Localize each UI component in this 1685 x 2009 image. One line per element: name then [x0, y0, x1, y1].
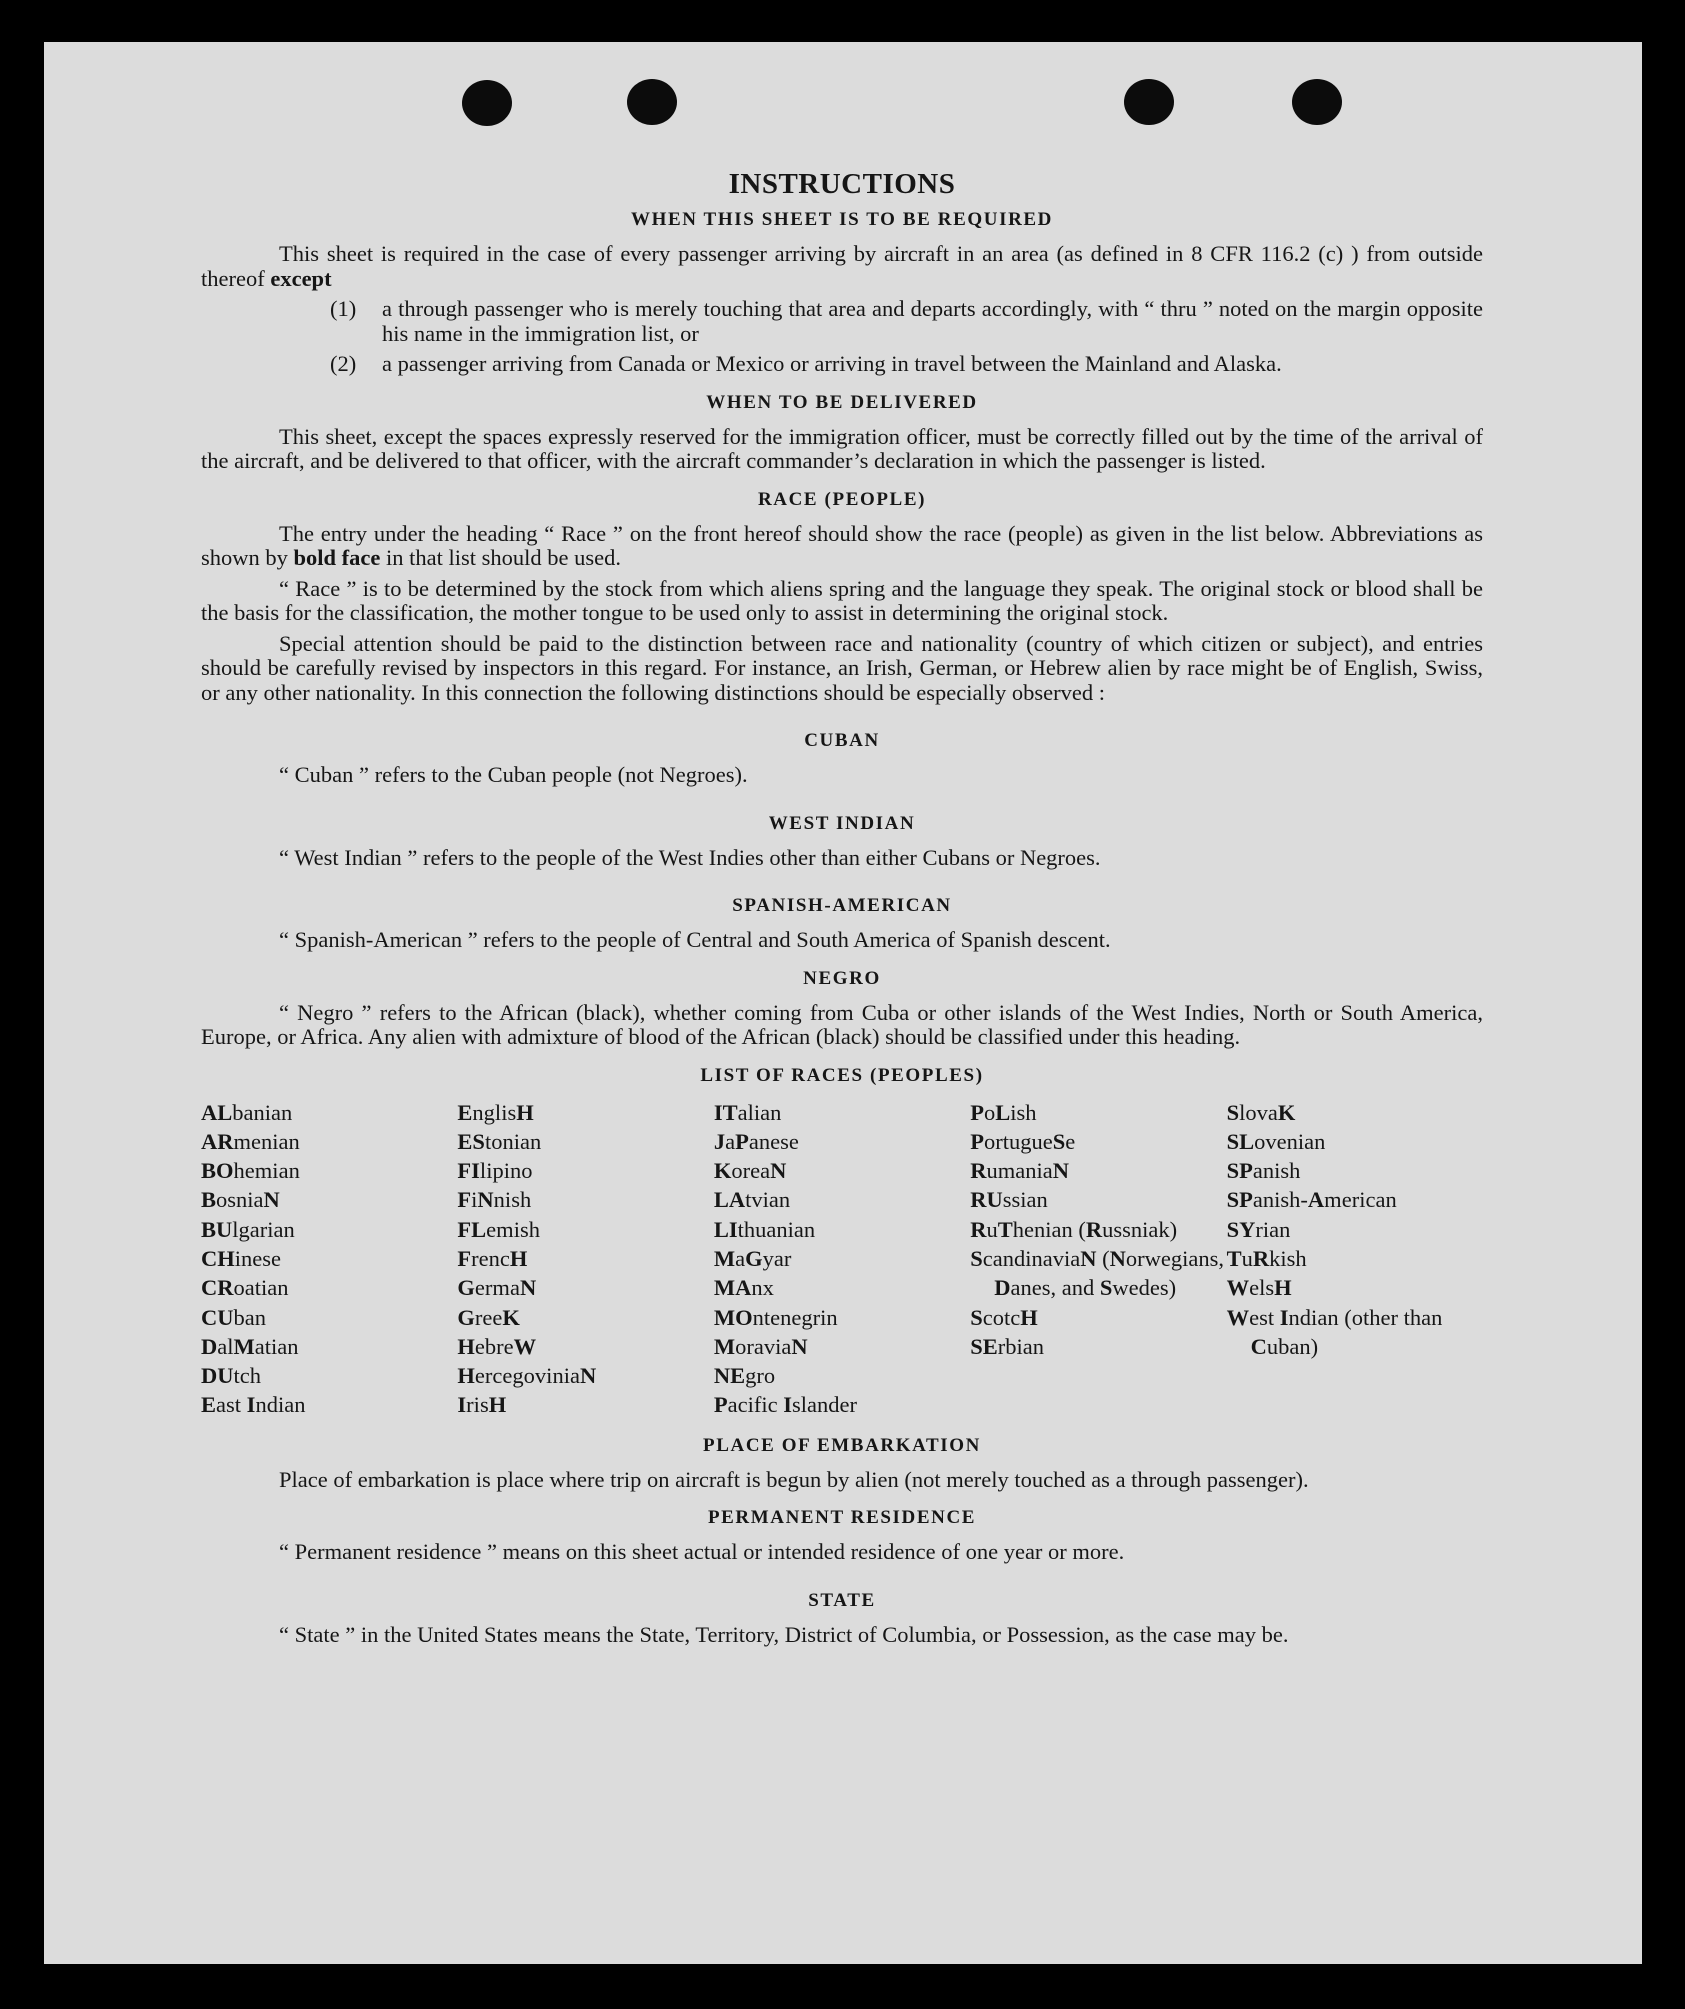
- paragraph: [201, 242, 1483, 291]
- race-entry: FiNnish: [457, 1187, 532, 1213]
- paragraph-text: in that list should be used.: [386, 545, 622, 570]
- paragraph: Special attention should be paid to the distinction between race and nationality (country of which citizen or subject), and entries should be carefully revised by inspectors in this regard. For instance, an Irish, German, or Hebrew alien by race might be of English, Swiss, or any other nationality. In this connection the following distinctions should be especially observed :: [201, 630, 1483, 705]
- race-entry: CHinese: [201, 1245, 282, 1271]
- race-entry: West Indian (other than Cuban): [1226, 1304, 1443, 1359]
- race-entry: WelsH: [1226, 1275, 1292, 1301]
- section-heading: PERMANENT RESIDENCE: [707, 1507, 977, 1529]
- paragraph: “ Permanent residence ” means on this sheet actual or intended residence of one year or more.: [279, 1539, 1125, 1565]
- section-heading: STATE: [808, 1589, 876, 1611]
- race-entry: SPanish: [1226, 1158, 1301, 1184]
- race-entry: SLovenian: [1226, 1128, 1326, 1154]
- paragraph: “ Cuban ” refers to the Cuban people (not Negroes).: [279, 762, 748, 787]
- race-entry: MaGyar: [713, 1245, 792, 1271]
- punch-hole: [1292, 79, 1342, 125]
- item-number: (2): [330, 351, 357, 376]
- race-entry: TuRkish: [1226, 1245, 1307, 1271]
- paragraph-text: The entry under the heading “ Race ” on the front hereof should show the race (people) as given in the list below. Abbreviations as shown by: [201, 520, 1483, 570]
- paragraph: “ State ” in the United States means the State, Territory, District of Columbia, or Possession, as the case may be.: [279, 1621, 1289, 1647]
- section-heading: CUBAN: [804, 730, 880, 751]
- race-entry: LAtvian: [713, 1187, 791, 1213]
- list-item: [330, 296, 1483, 346]
- race-entry: SYrian: [1226, 1216, 1291, 1242]
- race-entry: EStonian: [457, 1128, 542, 1154]
- paragraph: Place of embarkation is place where trip on aircraft is begun by alien (not merely touched as a through passenger).: [279, 1466, 1309, 1492]
- race-entry: MoraviaN: [713, 1333, 808, 1359]
- race-entry: PortugueSe: [970, 1128, 1076, 1154]
- race-entry: MOntenegrin: [713, 1304, 838, 1330]
- section-heading: PLACE OF EMBARKATION: [703, 1434, 981, 1456]
- race-entry: BUlgarian: [201, 1216, 295, 1242]
- section-heading: RACE (PEOPLE): [757, 488, 927, 510]
- race-entry: FrencH: [457, 1245, 528, 1271]
- race-entry: CRoatian: [201, 1275, 289, 1301]
- paragraph: “ Negro ” refers to the African (black), whether coming from Cuba or other islands of the West Indies, North or South America, Europe, or Africa. Any alien with admixture of blood of the African (black) should be classified under this heading.: [201, 999, 1483, 1049]
- race-entry: KoreaN: [713, 1158, 787, 1184]
- section-heading: NEGRO: [803, 967, 881, 989]
- punch-hole: [1124, 79, 1174, 125]
- race-entry: DalMatian: [201, 1333, 299, 1359]
- section-heading: WEST INDIAN: [768, 812, 916, 834]
- race-list: [201, 1098, 1483, 1420]
- race-entry: HercegoviniaN: [457, 1363, 597, 1389]
- race-entry: Pacific Islander: [713, 1392, 858, 1418]
- punch-hole: [462, 80, 512, 126]
- race-entry: HebreW: [457, 1333, 537, 1359]
- race-column: [1227, 1098, 1483, 1420]
- race-entry: SlovaK: [1226, 1099, 1296, 1125]
- paragraph: “ Race ” is to be determined by the stock from which aliens spring and the language they speak. The original stock or blood shall be the basis for the classification, the mother tongue to be used only to assist in determining the original stock.: [201, 575, 1483, 625]
- race-entry: SErbian: [970, 1333, 1045, 1359]
- section-heading: SPANISH-AMERICAN: [732, 895, 952, 916]
- race-entry: GermaN: [457, 1275, 537, 1301]
- race-entry: PoLish: [970, 1099, 1037, 1125]
- race-entry: ALbanian: [201, 1099, 293, 1125]
- race-entry: EnglisH: [457, 1099, 534, 1125]
- paragraph-text: This sheet is required in the case of every passenger arriving by aircraft in an area (as defined in 8 CFR 116.2 (c) ) from outside thereof: [201, 241, 1483, 291]
- section-heading: LIST OF RACES (PEOPLES): [700, 1064, 984, 1086]
- page-title: INSTRUCTIONS: [728, 168, 956, 200]
- race-entry: MAnx: [713, 1275, 774, 1301]
- race-column: [457, 1098, 713, 1420]
- race-entry: JaPanese: [713, 1128, 799, 1154]
- race-column: [970, 1098, 1226, 1420]
- race-entry: RuThenian (Russniak): [970, 1216, 1178, 1242]
- list-item: [330, 351, 1483, 377]
- paragraph: [201, 522, 1483, 571]
- race-entry: CUban: [201, 1304, 266, 1330]
- race-entry: ITalian: [713, 1099, 782, 1125]
- race-entry: BOhemian: [201, 1158, 300, 1184]
- race-column: [201, 1098, 457, 1420]
- item-text: a passenger arriving from Canada or Mexico or arriving in travel between the Mainland and Alaska.: [382, 351, 1282, 376]
- instructions-content: [201, 166, 1483, 1647]
- paragraph: This sheet, except the spaces expressly reserved for the immigration officer, must be correctly filled out by the time of the arrival of the aircraft, and be delivered to that officer, with the aircraft commander’s declaration in which the passenger is listed.: [201, 423, 1483, 473]
- race-column: [714, 1098, 970, 1420]
- race-entry: GreeK: [457, 1304, 520, 1330]
- race-entry: East Indian: [201, 1392, 306, 1418]
- race-entry: NEgro: [713, 1363, 776, 1389]
- race-entry: LIthuanian: [713, 1216, 816, 1242]
- paragraph: “ West Indian ” refers to the people of the West Indies other than either Cubans or Negroes.: [279, 844, 1101, 870]
- race-entry: DUtch: [201, 1363, 262, 1389]
- race-entry: FIlipino: [457, 1158, 533, 1184]
- race-entry: IrisH: [457, 1392, 507, 1418]
- race-entry: BosniaN: [201, 1187, 280, 1213]
- punch-hole: [627, 79, 677, 125]
- race-entry: SPanish-American: [1226, 1187, 1397, 1213]
- paragraph-bold-text: bold face: [293, 545, 381, 570]
- race-entry: FLemish: [457, 1216, 540, 1242]
- item-number: (1): [330, 296, 357, 321]
- section-heading: WHEN TO BE DELIVERED: [706, 391, 978, 413]
- paragraph-bold-text: except: [270, 265, 332, 291]
- paragraph: “ Spanish-American ” refers to the people of Central and South America of Spanish descent.: [279, 927, 1111, 952]
- race-entry: RUssian: [970, 1187, 1048, 1213]
- race-entry: ScandinaviaN (Norwegians, Danes, and Swedes): [970, 1245, 1225, 1301]
- race-entry: RumaniaN: [970, 1158, 1069, 1184]
- section-heading: WHEN THIS SHEET IS TO BE REQUIRED: [630, 209, 1054, 230]
- item-text: a through passenger who is merely touching that area and departs accordingly, with “ thru ” noted on the margin opposite his name in the immigration list, or: [382, 296, 1483, 346]
- race-entry: ScotcH: [970, 1304, 1038, 1330]
- race-entry: ARmenian: [201, 1128, 300, 1154]
